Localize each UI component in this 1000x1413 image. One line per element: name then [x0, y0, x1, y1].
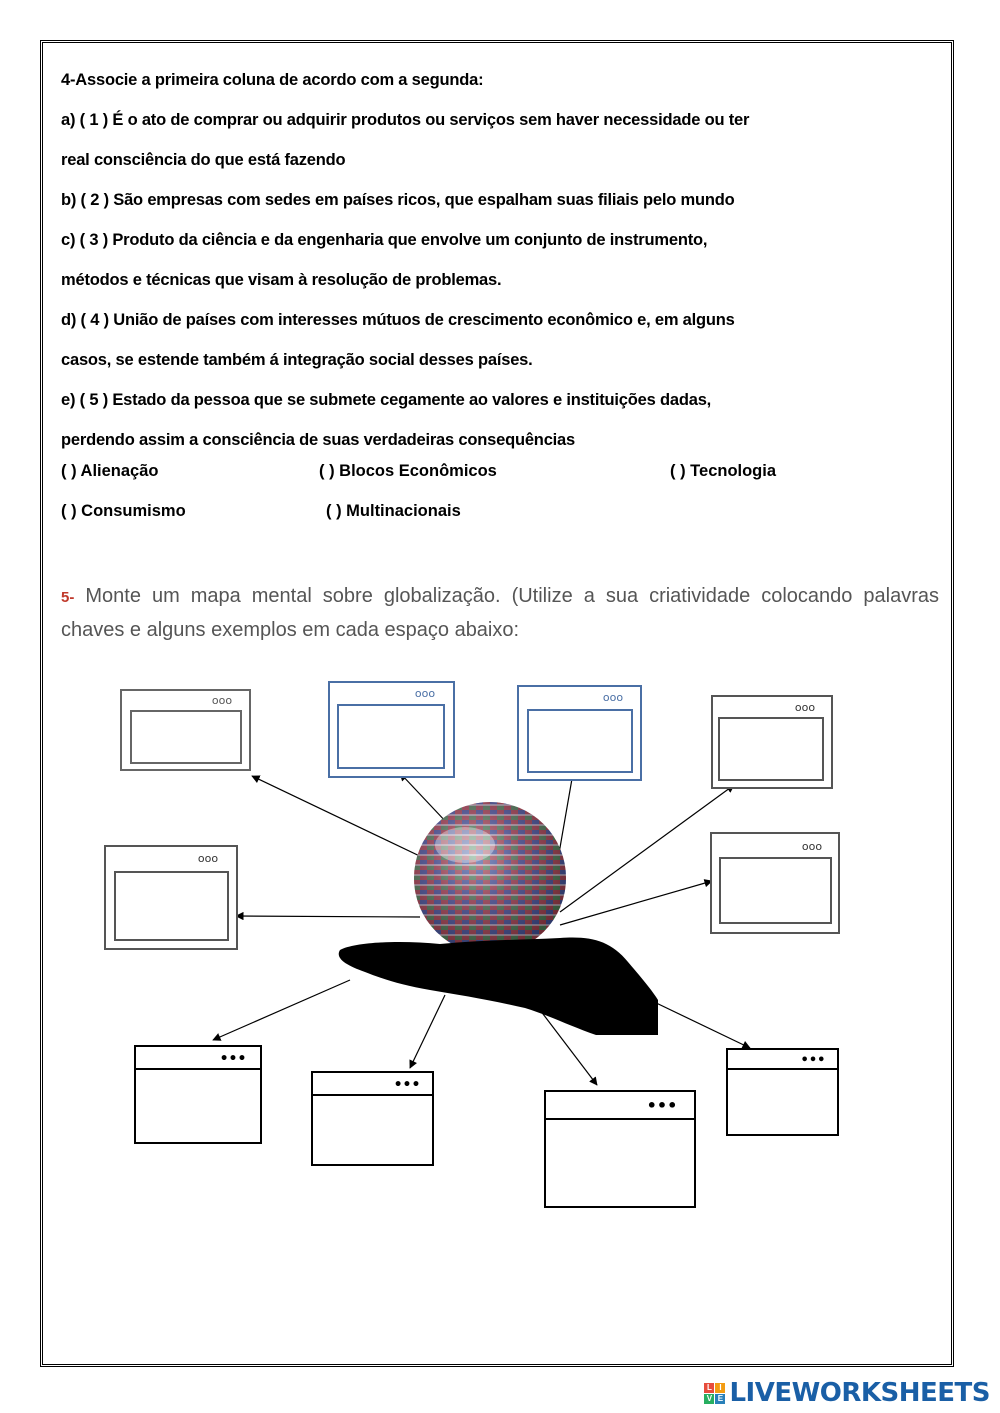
question-5-number: 5- [61, 589, 75, 606]
mindmap-box-6[interactable] [711, 833, 839, 933]
mindmap-box-3[interactable] [518, 686, 641, 780]
window-dots-icon: ••• [800, 1053, 826, 1068]
option-alienacao[interactable]: ( ) Alienação [61, 462, 159, 480]
window-dots-icon: ••• [219, 1051, 247, 1067]
hand-silhouette-icon [339, 938, 658, 1035]
question-5-text: Monte um mapa mental sobre globalização. (Utilize a sua criatividade colocando palavras chaves e alguns exemplos em cada espaço abaixo: [61, 585, 940, 641]
window-dots-icon: ooo [211, 694, 233, 707]
option-tecnologia[interactable]: ( ) Tecnologia [670, 462, 777, 480]
mindmap-box-5[interactable] [105, 846, 237, 949]
statement-e-line2: perdendo assim a consciência de suas verdadeiras consequências [61, 431, 576, 449]
mindmap-box-7[interactable] [135, 1046, 261, 1143]
statement-c-line1: c) ( 3 ) Produto da ciência e da engenharia que envolve um conjunto de instrumento, [61, 231, 708, 249]
mindmap-box-1[interactable] [121, 690, 250, 770]
window-dots-icon: ooo [197, 852, 219, 865]
statement-a-line1: a) ( 1 ) É o ato de comprar ou adquirir produtos ou serviços sem haver necessidade ou ter [61, 111, 750, 129]
statement-e-line1: e) ( 5 ) Estado da pessoa que se submete cegamente ao valores e instituições dadas, [61, 391, 712, 409]
window-dots-icon: ooo [794, 701, 816, 714]
statement-c-line2: métodos e técnicas que visam à resolução de problemas. [61, 271, 502, 289]
statement-d-line1: d) ( 4 ) União de países com interesses mútuos de crescimento econômico e, em alguns [61, 311, 735, 329]
statement-d-line2: casos, se estende também á integração social desses países. [61, 351, 533, 369]
logo-text: LIVEWORKSHEETS [729, 1378, 990, 1408]
window-dots-icon: ••• [646, 1096, 678, 1115]
option-consumismo[interactable]: ( ) Consumismo [61, 502, 186, 520]
liveworksheets-logo[interactable] [704, 1378, 990, 1408]
logo-mark-icon: L I V E [704, 1383, 725, 1404]
window-dots-icon: ••• [393, 1077, 421, 1093]
mindmap-box-9[interactable] [545, 1091, 695, 1207]
statement-a-line2: real consciência do que está fazendo [61, 151, 346, 169]
option-blocos-economicos[interactable]: ( ) Blocos Econômicos [319, 462, 497, 480]
mindmap-box-10[interactable] [727, 1049, 838, 1135]
window-dots-icon: ooo [602, 691, 624, 704]
window-dots-icon: ooo [414, 687, 436, 700]
mindmap-box-2[interactable] [329, 682, 454, 777]
window-dots-icon: ooo [801, 840, 823, 853]
mindmap-box-4[interactable] [712, 696, 832, 788]
statement-b: b) ( 2 ) São empresas com sedes em países ricos, que espalham suas filiais pelo mundo [61, 191, 735, 209]
option-multinacionais[interactable]: ( ) Multinacionais [326, 502, 461, 520]
mindmap-box-8[interactable] [312, 1072, 433, 1165]
globe-with-flags-icon [414, 802, 566, 954]
question-4-title: 4-Associe a primeira coluna de acordo com a segunda: [61, 71, 484, 89]
